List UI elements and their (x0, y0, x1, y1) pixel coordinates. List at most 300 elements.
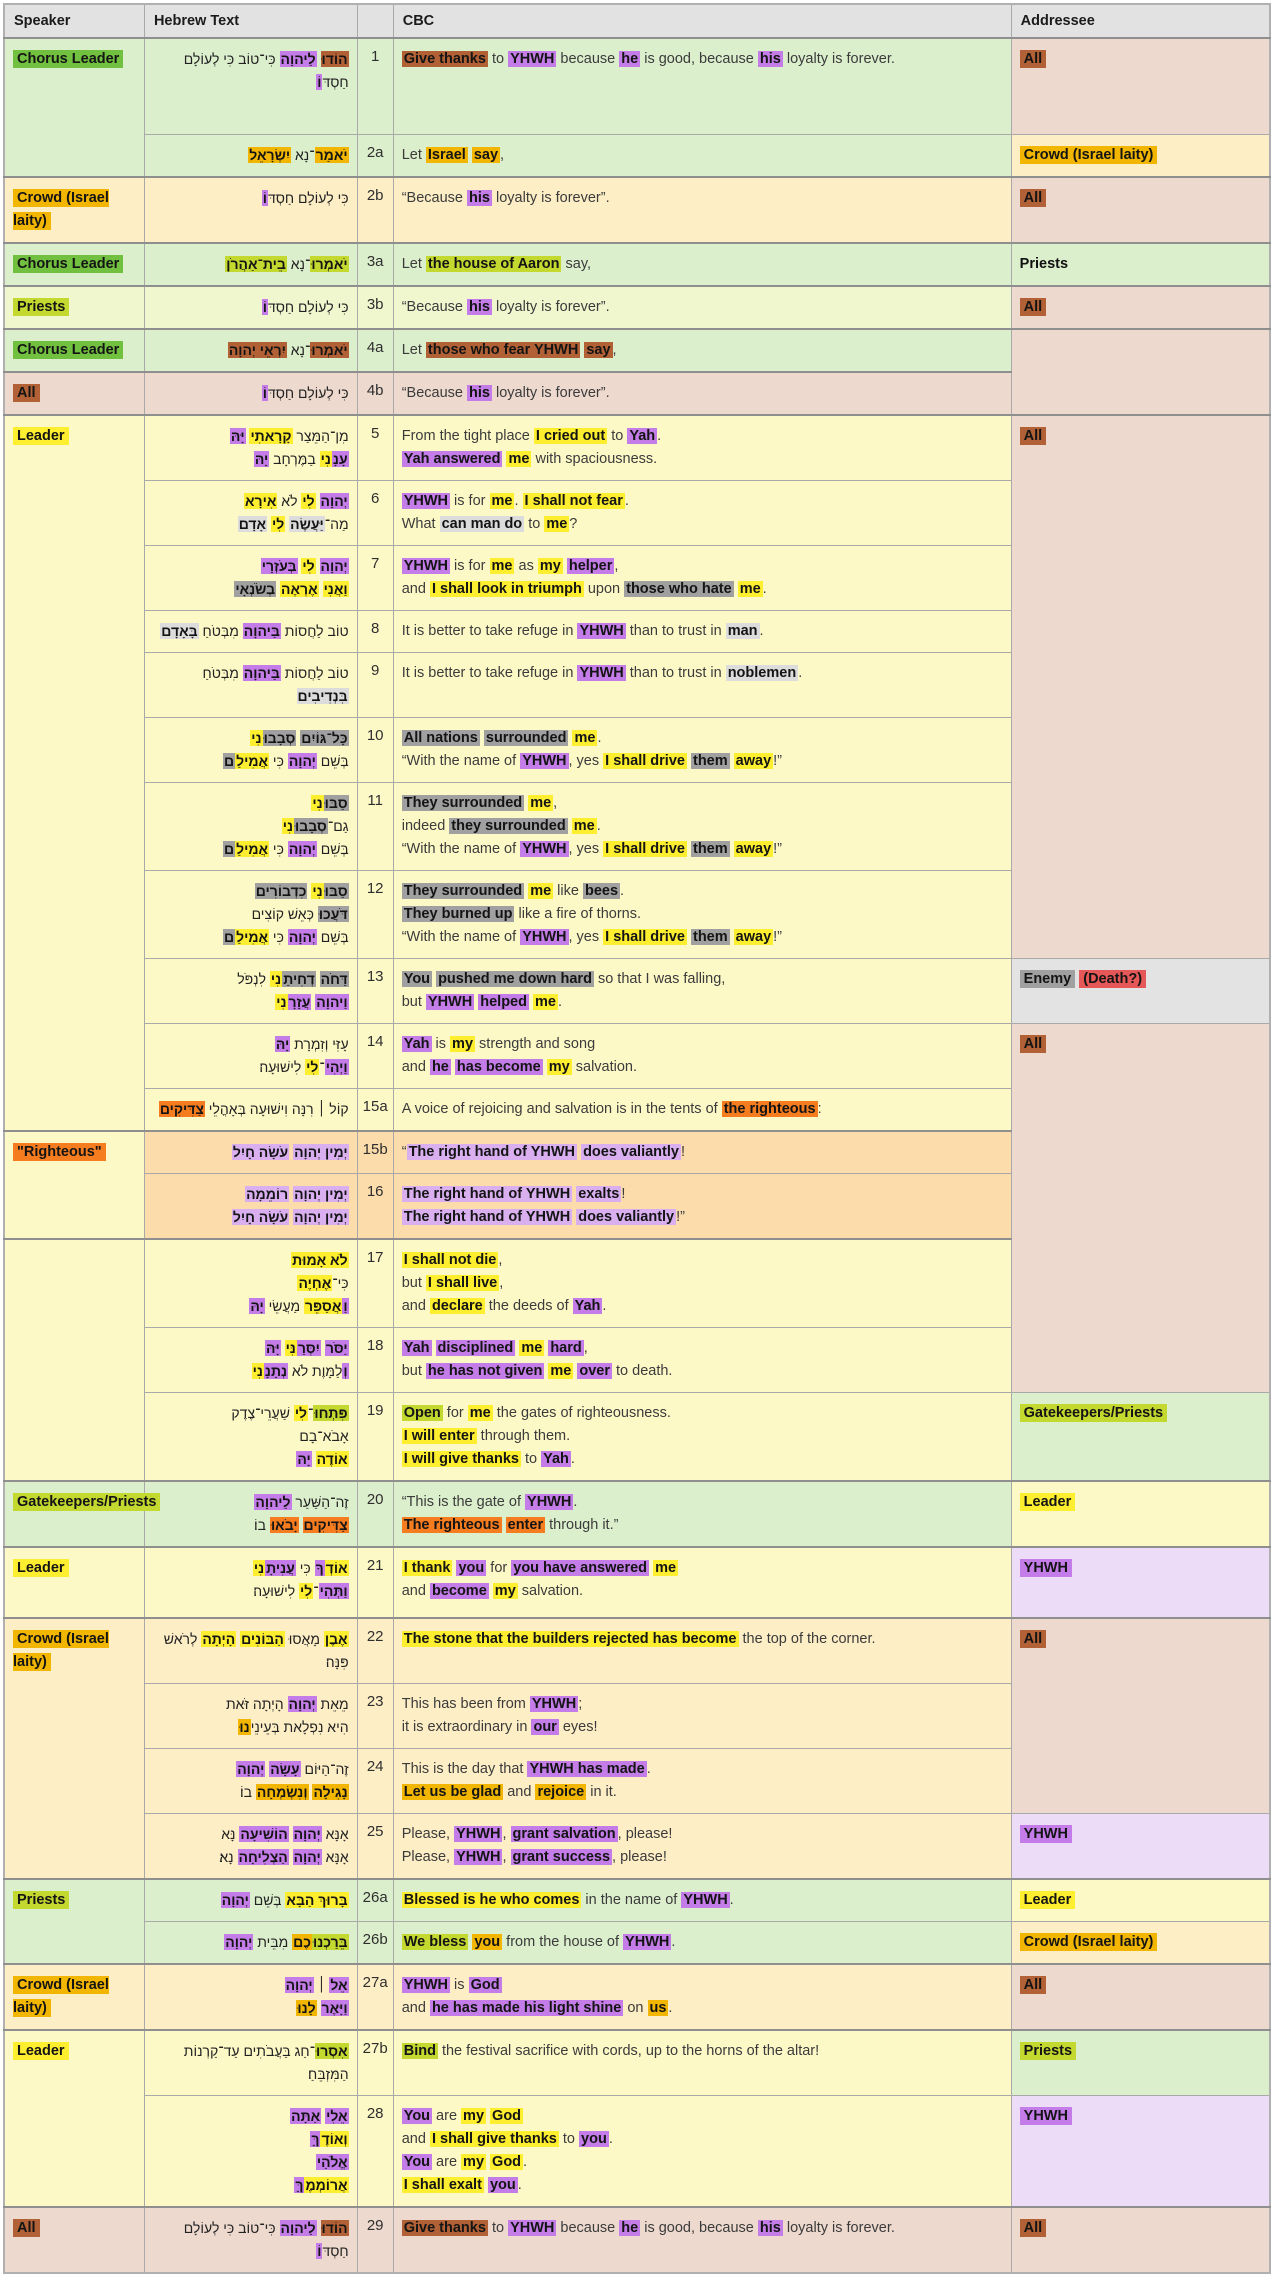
highlighted-text: YHWH (683, 1892, 728, 1908)
text: , (499, 1275, 504, 1291)
text: as (514, 558, 538, 574)
highlighted-text: you (489, 2177, 516, 2193)
highlighted-text: YHWH (522, 929, 567, 945)
text: לְרֹאשׁ פִּנָּה׃ (163, 1631, 349, 1670)
text: It is better to take refuge in (401, 623, 578, 639)
cbc-line (402, 815, 1003, 838)
text: טוֹב לַחֲסוֹת (280, 623, 349, 639)
cbc-line (402, 1337, 1003, 1360)
highlighted-text: אַתָּה (291, 2108, 321, 2124)
highlighted-text: אֲמִילַ (236, 753, 269, 769)
highlighted-text: I shall live (427, 1275, 498, 1291)
text: is for (450, 558, 490, 574)
highlighted-text: עֹשָׂה חָיִל (232, 1209, 289, 1225)
highlighted-text: Priests (13, 1891, 69, 1909)
cbc-cell (393, 1393, 1011, 1482)
addressee-cell (1011, 1393, 1270, 1482)
text: because (556, 2220, 620, 2236)
highlighted-text: ם (224, 929, 235, 945)
cbc-line (402, 727, 1003, 750)
highlighted-text: them (692, 841, 728, 857)
text: . (608, 2131, 613, 2147)
highlighted-text: me (573, 818, 595, 834)
text (432, 1340, 436, 1356)
hebrew-line (153, 1931, 349, 1954)
highlighted-text: I cried out (535, 428, 606, 444)
text: מָאֲסוּ (284, 1631, 324, 1647)
hebrew-cell (144, 1024, 357, 1089)
text: . (514, 493, 523, 509)
highlighted-text: יְהוָה (221, 1892, 249, 1908)
text: בְּשֵׁם (316, 753, 349, 769)
cbc-line (402, 1716, 1003, 1739)
table-row (4, 1814, 1270, 1880)
verse-num-cell: 26b (357, 1922, 393, 1965)
addressee-cell (1011, 1024, 1270, 1393)
hebrew-line (153, 1580, 349, 1603)
text: ־נָא (286, 342, 311, 358)
highlighted-text: לִי (272, 516, 285, 532)
hebrew-cell (144, 135, 357, 178)
addressee-cell (1011, 2030, 1270, 2096)
text: מִבְּטֹחַ (202, 665, 243, 681)
hebrew-line (153, 2151, 349, 2174)
text: מִבֵּית (253, 1934, 293, 1950)
highlighted-text: רוֹמֵמָה (246, 1186, 289, 1202)
cbc-cell (393, 718, 1011, 783)
highlighted-text: me (530, 883, 552, 899)
highlighted-text: YHWH (510, 2220, 555, 2236)
highlighted-text: The right hand of YHWH (403, 1186, 571, 1202)
highlighted-text: וֹ (262, 299, 267, 315)
highlighted-text: אֶבֶן (324, 1631, 348, 1647)
cbc-cell (393, 1922, 1011, 1965)
speaker-cell (4, 243, 144, 286)
highlighted-text: God (492, 2154, 522, 2170)
highlighted-text: Chorus Leader (13, 255, 123, 273)
highlighted-text: יְהוָה (288, 841, 316, 857)
highlighted-text: grant success (512, 1849, 611, 1865)
highlighted-text: you (474, 1934, 501, 1950)
text: in the name of (581, 1892, 682, 1908)
highlighted-text: הָיְתָה (202, 1631, 236, 1647)
text: !” (676, 1209, 685, 1225)
highlighted-text: Enemy (1020, 970, 1076, 988)
text: כִּי (295, 1560, 315, 1576)
text (317, 2220, 321, 2236)
hebrew-line (153, 838, 349, 861)
hebrew-cell (144, 1618, 357, 1684)
text: לִנְפֹּל (237, 971, 270, 987)
cbc-line (402, 1056, 1003, 1079)
highlighted-text: יָּהּ (230, 428, 245, 444)
hebrew-cell (144, 1879, 357, 1922)
text: ! (680, 1144, 685, 1160)
highlighted-text: אוֹדֶה (316, 1451, 348, 1467)
text: and (401, 2131, 430, 2147)
highlighted-text: man (727, 623, 758, 639)
highlighted-text: YHWH (531, 1696, 577, 1712)
text: are (432, 2154, 462, 2170)
text: is (450, 1977, 469, 1993)
text: !” (773, 753, 783, 769)
cbc-cell (393, 2030, 1011, 2096)
highlighted-text: הַבּוֹנִים (241, 1631, 284, 1647)
text: נָּא (221, 1826, 240, 1842)
addressee-cell (1011, 959, 1270, 1024)
column-header-verse (357, 4, 393, 38)
cbc-cell (393, 653, 1011, 718)
hebrew-line (153, 1758, 349, 1781)
highlighted-text: יִרְאֵי יְהוָה (228, 342, 286, 358)
highlighted-text: me (491, 558, 513, 574)
cbc-cell (393, 415, 1011, 481)
highlighted-text: me (655, 1560, 677, 1576)
highlighted-text: לֹא אָמוּת (292, 1252, 348, 1268)
text: בוֹ׃ (239, 1784, 256, 1800)
highlighted-text: helped (480, 994, 527, 1010)
speech-table (3, 3, 1271, 2274)
hebrew-cell (144, 718, 357, 783)
highlighted-text: The right hand of YHWH (408, 1144, 576, 1160)
highlighted-text: קָרָאתִי (250, 428, 292, 444)
text: : (817, 1101, 822, 1117)
highlighted-text: them (692, 753, 728, 769)
text: שַׁעֲרֵי־צֶדֶק (231, 1405, 294, 1421)
text: is good, because (640, 2220, 758, 2236)
highlighted-text: I shall drive (605, 841, 685, 857)
text: it is extraordinary in (401, 1719, 532, 1735)
highlighted-text: I will give thanks (403, 1451, 519, 1467)
verse-num-cell: 16 (357, 1174, 393, 1240)
speaker-cell (4, 1131, 144, 1239)
highlighted-text: הוֹדוּ (321, 2220, 348, 2236)
highlighted-text: יַּעֲשֶׂה (290, 516, 324, 532)
highlighted-text: YHWH (456, 1849, 501, 1865)
cbc-line (402, 1781, 1003, 1804)
hebrew-line (153, 926, 349, 949)
highlighted-text: לַיהוָה (280, 2220, 316, 2236)
highlighted-text: וַ (343, 1298, 348, 1314)
text: because (556, 51, 620, 67)
table-row (4, 1393, 1270, 1482)
addressee-cell (1011, 1547, 1270, 1618)
text: like (553, 883, 583, 899)
table-row (4, 1964, 1270, 2030)
addressee-cell (1011, 1814, 1270, 1880)
highlighted-text: surrounded (485, 730, 567, 746)
highlighted-text: Chorus Leader (13, 341, 123, 359)
cbc-line (402, 555, 1003, 578)
highlighted-text: יָהּ (254, 451, 269, 467)
highlighted-text: declare (431, 1298, 483, 1314)
hebrew-line (153, 1272, 349, 1295)
verse-num-cell: 10 (357, 718, 393, 783)
highlighted-text: אֲמִילַ (236, 841, 269, 857)
highlighted-text: "Righteous" (13, 1143, 106, 1161)
verse-num-cell: 22 (357, 1618, 393, 1684)
text: כִּי (269, 841, 288, 857)
highlighted-text: You (403, 971, 431, 987)
highlighted-text: דְחִיתַ (283, 971, 315, 987)
hebrew-cell (144, 1547, 357, 1618)
text: ־ (319, 1059, 325, 1075)
text: כִּי־ (332, 1275, 349, 1291)
hebrew-cell (144, 286, 357, 329)
text: , yes (568, 753, 604, 769)
speaker-cell (4, 2030, 144, 2207)
hebrew-cell (144, 1749, 357, 1814)
hebrew-cell (144, 1964, 357, 2030)
highlighted-text: you (581, 2131, 607, 2147)
cbc-line (402, 513, 1003, 536)
text: , (614, 558, 619, 574)
cbc-line (402, 968, 1003, 991)
hebrew-line (153, 425, 349, 448)
highlighted-text: לִי (294, 1405, 308, 1421)
text: מִן־הַמֵּצַר (292, 428, 349, 444)
highlighted-text: his (759, 51, 781, 67)
highlighted-text: בַּיהוָה (243, 623, 280, 639)
column-header-addressee: Addressee (1011, 4, 1270, 38)
hebrew-line (153, 513, 349, 536)
cbc-line (402, 48, 1003, 71)
cbc-line (402, 926, 1003, 949)
cbc-line (402, 296, 1003, 319)
cbc-line (402, 1931, 1003, 1954)
hebrew-line (153, 727, 349, 750)
text: מֵאֵת (316, 1696, 349, 1712)
text: It is better to take refuge in (401, 665, 578, 681)
text: in it. (586, 1784, 617, 1800)
highlighted-text: אִסְרוּ (315, 2043, 348, 2059)
highlighted-text: יְהוָה (293, 1849, 321, 1865)
verse-num-cell: 13 (357, 959, 393, 1024)
hebrew-line (153, 662, 349, 708)
speaker-cell (4, 1481, 157, 1547)
hebrew-line (153, 1033, 349, 1056)
hebrew-cell (144, 653, 357, 718)
text: to (487, 2220, 509, 2236)
hebrew-line (153, 144, 349, 167)
hebrew-line (153, 1846, 349, 1869)
verse-num-cell: 26a (357, 1879, 393, 1922)
table-row (4, 1879, 1270, 1922)
text: . (602, 1298, 607, 1314)
cbc-cell (393, 1684, 1011, 1749)
hebrew-line (153, 1823, 349, 1846)
highlighted-text: his (469, 299, 490, 315)
highlighted-text: נִי (251, 730, 262, 746)
highlighted-text: Leader (1020, 1493, 1076, 1511)
highlighted-text: הַצְלִיחָה (238, 1849, 288, 1865)
highlighted-text: לִי (306, 1059, 319, 1075)
table-row (4, 329, 1270, 372)
cbc-line (402, 1272, 1003, 1295)
text: but (401, 1275, 426, 1291)
hebrew-line (153, 1402, 349, 1425)
cbc-line (402, 1098, 1003, 1121)
cbc-cell (393, 1174, 1011, 1240)
cbc-line (402, 792, 1003, 815)
text: What (401, 516, 440, 532)
hebrew-line (153, 1183, 349, 1206)
hebrew-cell (144, 871, 357, 959)
cbc-line (402, 578, 1003, 601)
hebrew-line (153, 1889, 349, 1912)
highlighted-text: bees (584, 883, 619, 899)
highlighted-text: me (546, 516, 568, 532)
text: the top of the corner. (738, 1631, 876, 1647)
highlighted-text: Yah (543, 1451, 569, 1467)
highlighted-text: וֹ (262, 190, 267, 206)
text: מַעֲשֵׂי (264, 1298, 304, 1314)
cbc-line (402, 1491, 1003, 1514)
text: !” (773, 841, 783, 857)
highlighted-text: נִּי (285, 1340, 296, 1356)
verse-num-cell: 2b (357, 177, 393, 243)
highlighted-text: אֲמִילַ (236, 929, 269, 945)
cbc-line (402, 903, 1003, 926)
verse-num-cell: 6 (357, 481, 393, 546)
highlighted-text: YHWH (1020, 1825, 1072, 1843)
highlighted-text: יְהוָה (320, 493, 348, 509)
hebrew-line (153, 1997, 349, 2020)
text: . (798, 665, 803, 681)
highlighted-text: helper (568, 558, 613, 574)
hebrew-cell (144, 2030, 357, 2096)
highlighted-text: I shall drive (605, 929, 685, 945)
highlighted-text: אָדָם (238, 516, 267, 532)
text: בְּשֵׁם (316, 929, 349, 945)
cbc-line (402, 1628, 1003, 1651)
addressee-cell (1011, 1618, 1270, 1814)
verse-num-cell: 12 (357, 871, 393, 959)
highlighted-text: Israel (427, 147, 466, 163)
verse-num-cell: 7 (357, 546, 393, 611)
cbc-cell (393, 286, 1011, 329)
addressee-cell (1011, 2207, 1270, 2273)
table-row (4, 286, 1270, 329)
hebrew-line (153, 903, 349, 926)
text: !” (773, 929, 783, 945)
highlighted-text: me (739, 581, 761, 597)
cbc-line (402, 1514, 1003, 1537)
text: , (583, 1340, 588, 1356)
cbc-line (402, 2174, 1003, 2197)
text: salvation. (517, 1583, 584, 1599)
cbc-line (402, 490, 1003, 513)
hebrew-line (153, 1098, 349, 1121)
text: כִּי לְעוֹלָם חַסְדּ (267, 190, 349, 206)
cbc-line (402, 662, 1003, 685)
highlighted-text: Let us be glad (403, 1784, 502, 1800)
highlighted-text: ךָּ (295, 2177, 304, 2193)
highlighted-text: YHWH (527, 1494, 572, 1510)
highlighted-text: our (533, 1719, 557, 1735)
text: and (401, 1583, 430, 1599)
highlighted-text: I shall give thanks (431, 2131, 557, 2147)
highlighted-text: סַבּוּ (324, 883, 348, 899)
highlighted-text: Give thanks (403, 2220, 486, 2236)
highlighted-text: בָּאָדָם (161, 623, 198, 639)
text: מִבְּטֹחַ (198, 623, 243, 639)
cbc-line (402, 1758, 1003, 1781)
highlighted-text: Crowd (Israel laity) (13, 1631, 109, 1670)
cbc-cell (393, 243, 1011, 286)
highlighted-text: יָהּ (250, 1298, 264, 1314)
text: ; (578, 1696, 583, 1712)
highlighted-text: All (1020, 298, 1047, 316)
cbc-cell (393, 1749, 1011, 1814)
verse-num-cell: 15a (357, 1089, 393, 1132)
text: . (668, 2000, 673, 2016)
highlighted-text: אִירָא (245, 493, 277, 509)
text: for (442, 1405, 468, 1421)
cbc-line (402, 382, 1003, 405)
text: ? (569, 516, 578, 532)
highlighted-text: יְהוָה (288, 929, 316, 945)
cbc-cell (393, 1481, 1011, 1547)
text: “With the name of (401, 841, 521, 857)
highlighted-text: וֹ (317, 2243, 322, 2259)
cbc-cell (393, 871, 1011, 959)
highlighted-text: עֲזָרָ (288, 994, 311, 1010)
highlighted-text: דֹּעֲכוּ (318, 906, 348, 922)
hebrew-cell (144, 1481, 357, 1547)
hebrew-cell (144, 243, 357, 286)
cbc-line (402, 253, 1003, 276)
addressee-cell (1011, 415, 1270, 959)
text: From the tight place (401, 428, 534, 444)
cbc-line (402, 1693, 1003, 1716)
text: עָזִּי וְזִמְרָת (290, 1036, 349, 1052)
text: through them. (476, 1428, 571, 1444)
hebrew-line (153, 880, 349, 903)
text: Let (401, 256, 426, 272)
hebrew-line (153, 1448, 349, 1471)
highlighted-text: those who hate (626, 581, 732, 597)
hebrew-cell (144, 481, 357, 546)
highlighted-text: We bless (403, 1934, 467, 1950)
highlighted-text: rejoice (537, 1784, 585, 1800)
highlighted-text: All (13, 2219, 40, 2237)
cbc-line (402, 1360, 1003, 1383)
hebrew-cell (144, 783, 357, 871)
highlighted-text: וַיְהִי (325, 1059, 348, 1075)
hebrew-line (153, 1491, 349, 1514)
hebrew-line (153, 578, 349, 601)
text (316, 558, 320, 574)
text: “Because (401, 190, 468, 206)
hebrew-line (153, 1141, 349, 1164)
text: טוֹב לַחֲסוֹת (280, 665, 349, 681)
cbc-line (402, 1206, 1003, 1229)
hebrew-line (153, 1781, 349, 1804)
cbc-cell (393, 1814, 1011, 1880)
text: כִּי (269, 753, 288, 769)
cbc-line (402, 991, 1003, 1014)
hebrew-line (153, 991, 349, 1014)
highlighted-text: All nations (403, 730, 478, 746)
highlighted-text: יִסְּרַ (297, 1340, 320, 1356)
highlighted-text: me (530, 795, 552, 811)
hebrew-cell (144, 1684, 357, 1749)
highlighted-text: I shall not die (403, 1252, 497, 1268)
highlighted-text: יְהוָה (288, 753, 316, 769)
text: . (517, 2177, 522, 2193)
text: upon (583, 581, 625, 597)
